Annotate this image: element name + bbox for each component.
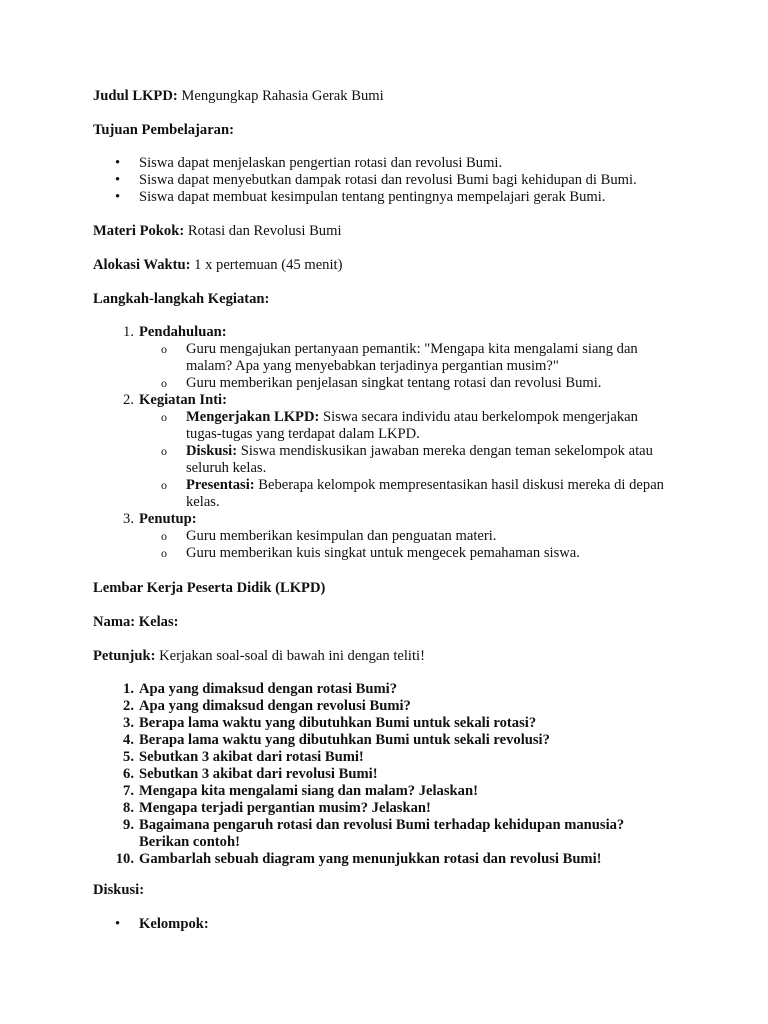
question-item: 6. Sebutkan 3 akibat dari revolusi Bumi! xyxy=(123,766,378,782)
nama-kelas: Nama: Kelas: xyxy=(93,614,179,630)
materi-label: Materi Pokok: xyxy=(93,223,185,239)
lkpd-title: Lembar Kerja Peserta Didik (LKPD) xyxy=(93,580,326,596)
circle-bullet-icon: o xyxy=(161,376,167,390)
list-item: o Guru mengajukan pertanyaan pemantik: "Mengapa kita mengalami siang dan malam? Apa yang menyebabkan terjadinya pergantian musim?" xyxy=(161,341,638,374)
list-item: 3. Penutup: o Guru memberikan kesimpulan dan penguatan materi. o Guru memberikan kuis singkat untuk mengecek pemahaman siswa. xyxy=(139,511,669,562)
petunjuk-value: Kerjakan soal-soal di bawah ini dengan teliti! xyxy=(159,648,425,664)
alokasi-line xyxy=(93,257,342,274)
diskusi-list xyxy=(115,916,209,933)
judul-value: Mengungkap Rahasia Gerak Bumi xyxy=(181,88,384,104)
sub-list xyxy=(161,528,676,562)
bullet-icon: • xyxy=(115,916,121,932)
sub-list xyxy=(161,341,676,392)
materi-line xyxy=(93,223,342,240)
circle-bullet-icon: o xyxy=(161,546,167,560)
list-item: • Siswa dapat menyebutkan dampak rotasi dan revolusi Bumi bagi kehidupan di Bumi. xyxy=(115,172,637,188)
question-item: 9. Bagaimana pengaruh rotasi dan revolusi Bumi terhadap kehidupan manusia? Berikan contoh! xyxy=(123,817,625,850)
list-item: o Guru memberikan kuis singkat untuk mengecek pemahaman siswa. xyxy=(161,545,580,561)
list-item: o Presentasi: Beberapa kelompok mempresentasikan hasil diskusi mereka di depan kelas. xyxy=(161,477,664,510)
list-item: • Siswa dapat membuat kesimpulan tentang pentingnya mempelajari gerak Bumi. xyxy=(115,189,606,205)
bullet-icon: • xyxy=(115,172,121,188)
question-item: 1. Apa yang dimaksud dengan rotasi Bumi? xyxy=(123,681,398,697)
judul-line xyxy=(93,88,384,105)
list-item: 1. Pendahuluan: o Guru mengajukan pertanyaan pemantik: "Mengapa kita mengalami siang dan malam? Apa yang menyebabkan terjadinya pergantian musim?" o Guru memberikan penjelasan singkat tentang rotasi dan revolusi Bumi. xyxy=(139,324,669,392)
judul-label: Judul LKPD: xyxy=(93,88,178,104)
diskusi-heading: Diskusi: xyxy=(93,882,145,898)
circle-bullet-icon: o xyxy=(161,478,167,492)
alokasi-value: 1 x pertemuan (45 menit) xyxy=(194,257,343,273)
petunjuk-line xyxy=(93,648,425,665)
list-item: 2. Kegiatan Inti: o Mengerjakan LKPD: Siswa secara individu atau berkelompok mengerjakan tugas-tugas yang terdapat dalam LKPD. o Diskusi: Siswa mendiskusikan jawaban mereka dengan teman sekelompok atau seluruh kelas. o Presentasi: Beberapa kelompok mempresentasikan hasil diskusi mereka di depan kelas. xyxy=(139,392,669,511)
question-item: 2. Apa yang dimaksud dengan revolusi Bumi? xyxy=(123,698,411,714)
question-item: 8. Mengapa terjadi pergantian musim? Jelaskan! xyxy=(123,800,431,816)
bullet-icon: • xyxy=(115,155,121,171)
sub-list xyxy=(161,409,676,511)
list-item: • Siswa dapat menjelaskan pengertian rotasi dan revolusi Bumi. xyxy=(115,155,503,171)
tujuan-list xyxy=(115,155,637,206)
langkah-heading xyxy=(93,291,269,308)
langkah-list xyxy=(123,324,669,562)
question-item: 5. Sebutkan 3 akibat dari rotasi Bumi! xyxy=(123,749,364,765)
circle-bullet-icon: o xyxy=(161,410,167,424)
circle-bullet-icon: o xyxy=(161,342,167,356)
tujuan-heading xyxy=(93,122,234,139)
list-item: • Kelompok: xyxy=(115,916,209,932)
bullet-icon: • xyxy=(115,189,121,205)
circle-bullet-icon: o xyxy=(161,529,167,543)
petunjuk-label: Petunjuk: xyxy=(93,648,156,664)
list-item: o Diskusi: Siswa mendiskusikan jawaban mereka dengan teman sekelompok atau seluruh kelas. xyxy=(161,443,653,476)
list-item: o Guru memberikan kesimpulan dan penguatan materi. xyxy=(161,528,497,544)
question-item: 3. Berapa lama waktu yang dibutuhkan Bumi untuk sekali rotasi? xyxy=(123,715,537,731)
question-item: 4. Berapa lama waktu yang dibutuhkan Bumi untuk sekali revolusi? xyxy=(123,732,550,748)
tujuan-label: Tujuan Pembelajaran: xyxy=(93,122,234,138)
circle-bullet-icon: o xyxy=(161,444,167,458)
list-item: o Mengerjakan LKPD: Siswa secara individu atau berkelompok mengerjakan tugas-tugas yang terdapat dalam LKPD. xyxy=(161,409,638,442)
langkah-label: Langkah-langkah Kegiatan: xyxy=(93,291,270,307)
question-item: 10. Gambarlah sebuah diagram yang menunjukkan rotasi dan revolusi Bumi! xyxy=(115,851,602,867)
materi-value: Rotasi dan Revolusi Bumi xyxy=(187,223,342,239)
list-item: o Guru memberikan penjelasan singkat tentang rotasi dan revolusi Bumi. xyxy=(161,375,602,391)
alokasi-label: Alokasi Waktu: xyxy=(93,257,191,273)
question-item: 7. Mengapa kita mengalami siang dan malam? Jelaskan! xyxy=(123,783,478,799)
question-list xyxy=(115,681,669,868)
